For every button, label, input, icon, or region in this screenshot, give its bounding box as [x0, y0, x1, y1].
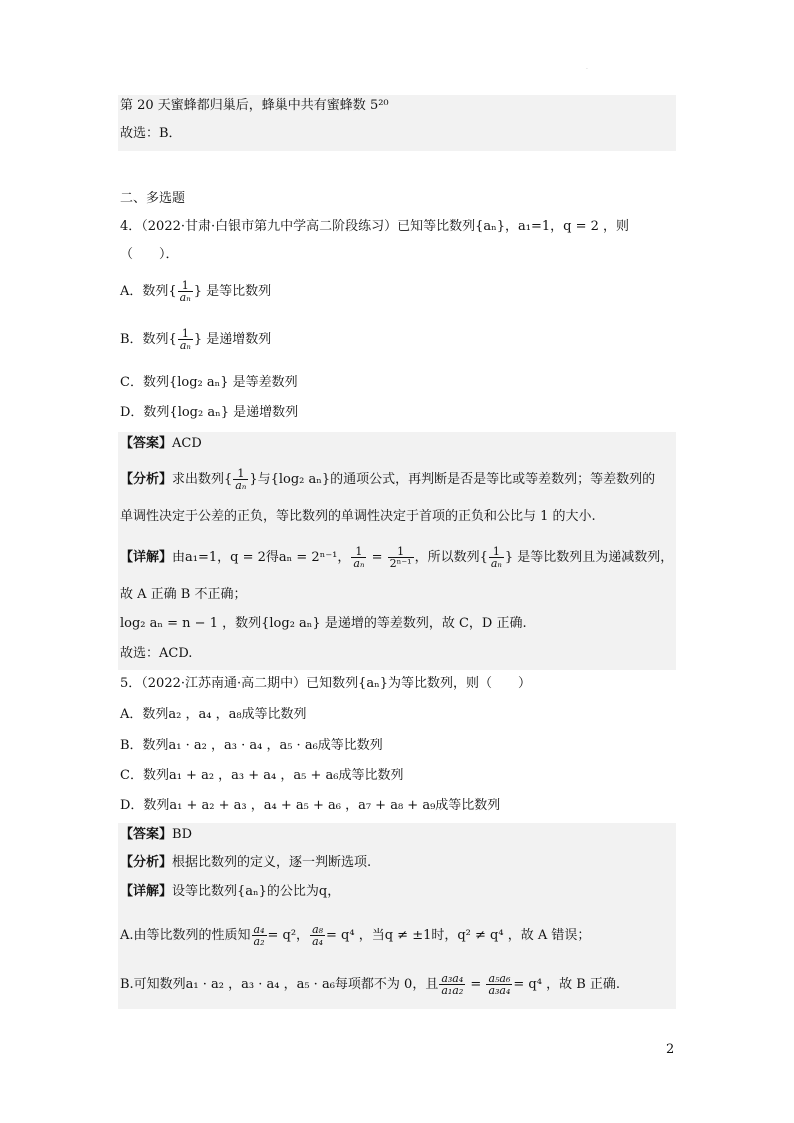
q4-option-b — [120, 328, 271, 351]
q5-detail-line-b — [120, 973, 620, 996]
analysis-tag: 【分析】 — [120, 855, 173, 870]
fraction — [233, 468, 248, 491]
q4-option-d: D．数列{log₂ aₙ} 是递增数列 — [120, 405, 299, 420]
detail-text: 设等比数列{aₙ}的公比为q， — [172, 884, 341, 899]
q5-option-b: B．数列a₁ · a₂ ，a₃ · a₄ ，a₅ · a₆成等比数列 — [120, 738, 383, 753]
detail-text-a: 由a₁=1，q = 2得aₙ = 2ⁿ⁻¹， — [172, 550, 351, 565]
q4-option-b-prefix: B．数列{ — [120, 332, 177, 347]
q4-stem-line2: （ ）． — [120, 247, 179, 262]
q5-analysis — [120, 854, 371, 872]
fraction — [178, 328, 193, 351]
fraction-denominator: aₙ — [235, 479, 247, 492]
analysis-text-a: 求出数列{ — [172, 472, 233, 487]
fraction-denominator: aₙ — [179, 291, 191, 304]
fraction-numerator: 1 — [178, 328, 193, 340]
detail-b-text: B.可知数列a₁ · a₂ ，a₃ · a₄ ，a₅ · a₆每项都不为 0，且 — [120, 977, 439, 992]
answer-tag: 【答案】 — [120, 436, 173, 451]
q4-analysis-line1 — [120, 468, 655, 491]
detail-b-text-c: = q⁴ ，故 B 正确. — [513, 977, 621, 992]
page-number: 2 — [666, 1042, 675, 1057]
fraction — [489, 546, 504, 569]
q5-detail-line-a — [120, 924, 590, 947]
q4-option-c: C．数列{log₂ aₙ} 是等差数列 — [120, 375, 298, 390]
fraction — [310, 924, 325, 947]
q4-answer — [120, 435, 202, 453]
q5-answer — [120, 826, 192, 844]
analysis-tag: 【分析】 — [120, 472, 173, 487]
top-line-1: 第 20 天蜜蜂都归巢后，蜂巢中共有蜜蜂数 5²⁰ — [120, 98, 389, 113]
q5-stem: 5．（2022·江苏南通·高二期中）已知数列{aₙ}为等比数列，则（ ） — [120, 676, 532, 691]
q4-detail-line1 — [120, 546, 673, 569]
q4-option-b-suffix: } 是递增数列 — [193, 332, 272, 347]
q4-option-a — [120, 280, 271, 303]
detail-tag: 【详解】 — [120, 550, 173, 565]
answer-tag: 【答案】 — [120, 827, 173, 842]
fraction-numerator: a₈ — [312, 923, 324, 936]
detail-b-equals: = — [466, 977, 486, 992]
fraction-numerator: a₅a₆ — [488, 972, 511, 985]
fraction-denominator: a₁a₂ — [441, 984, 464, 997]
q4-detail-line3: log₂ aₙ = n − 1 ，数列{log₂ aₙ} 是递增的等差数列，故 C，D 正确. — [120, 616, 527, 631]
q4-option-a-suffix: } 是等比数列 — [193, 284, 272, 299]
section-title: 二、多选题 — [120, 191, 186, 206]
fraction-denominator: a₄ — [312, 935, 324, 948]
analysis-text-b: }与{log₂ aₙ}的通项公式，再判断是否是等比或等差数列；等差数列的 — [249, 472, 656, 487]
fraction-denominator: a₂ — [253, 935, 265, 948]
detail-text-c: ，所以数列{ — [414, 550, 488, 565]
fraction-numerator: 1 — [178, 280, 193, 292]
detail-a-text: A.由等比数列的性质知 — [120, 928, 251, 943]
detail-equals: = — [367, 550, 387, 565]
fraction-numerator: 1 — [489, 546, 504, 558]
fraction-denominator: a₃a₄ — [488, 984, 511, 997]
detail-a-text-c: = q⁴ ，当q ≠ ±1时，q² ≠ q⁴ ，故 A 错误； — [326, 928, 591, 943]
fraction-denominator: aₙ — [179, 339, 191, 352]
fraction — [486, 973, 512, 996]
fraction — [252, 924, 267, 947]
q4-detail-line2: 故 A 正确 B 不正确； — [120, 587, 247, 602]
header-mark: · — [586, 66, 588, 73]
q5-detail-line1 — [120, 883, 340, 901]
answer-value: ACD — [172, 436, 202, 451]
q4-choose: 故选：ACD. — [120, 646, 193, 661]
fraction-numerator: 1 — [351, 546, 366, 558]
fraction-numerator: 1 — [233, 468, 248, 480]
fraction — [178, 280, 193, 303]
fraction-numerator: 1 — [388, 546, 414, 558]
fraction-denominator: aₙ — [353, 557, 365, 570]
detail-text-d: } 是等比数列且为递减数列， — [504, 550, 674, 565]
fraction-denominator: aₙ — [490, 557, 502, 570]
fraction-numerator: a₃a₄ — [441, 972, 464, 985]
q4-option-a-prefix: A．数列{ — [120, 284, 177, 299]
fraction — [388, 546, 414, 569]
fraction — [351, 546, 366, 569]
q5-option-c: C．数列a₁ + a₂ ，a₃ + a₄ ，a₅ + a₆成等比数列 — [120, 768, 404, 783]
analysis-text: 根据比数列的定义，逐一判断选项. — [172, 855, 372, 870]
top-line-2: 故选：B． — [120, 126, 182, 141]
q4-stem-line1: 4．（2022·甘肃·白银市第九中学高二阶段练习）已知等比数列{aₙ}，a₁=1，q = 2 ，则 — [120, 219, 630, 234]
q5-option-a: A．数列a₂ ，a₄ ，a₈成等比数列 — [120, 707, 307, 722]
detail-tag: 【详解】 — [120, 884, 173, 899]
fraction — [439, 973, 465, 996]
answer-value: BD — [172, 827, 192, 842]
fraction-numerator: a₄ — [253, 923, 265, 936]
detail-a-text-b: = q²， — [267, 928, 310, 943]
q4-analysis-line2: 单调性决定于公差的正负，等比数列的单调性决定于首项的正负和公比与 1 的大小. — [120, 509, 596, 524]
q5-option-d: D．数列a₁ + a₂ + a₃ ，a₄ + a₅ + a₆ ，a₇ + a₈ + a₉成等比数列 — [120, 798, 501, 813]
fraction-denominator: 2ⁿ⁻¹ — [389, 557, 412, 570]
